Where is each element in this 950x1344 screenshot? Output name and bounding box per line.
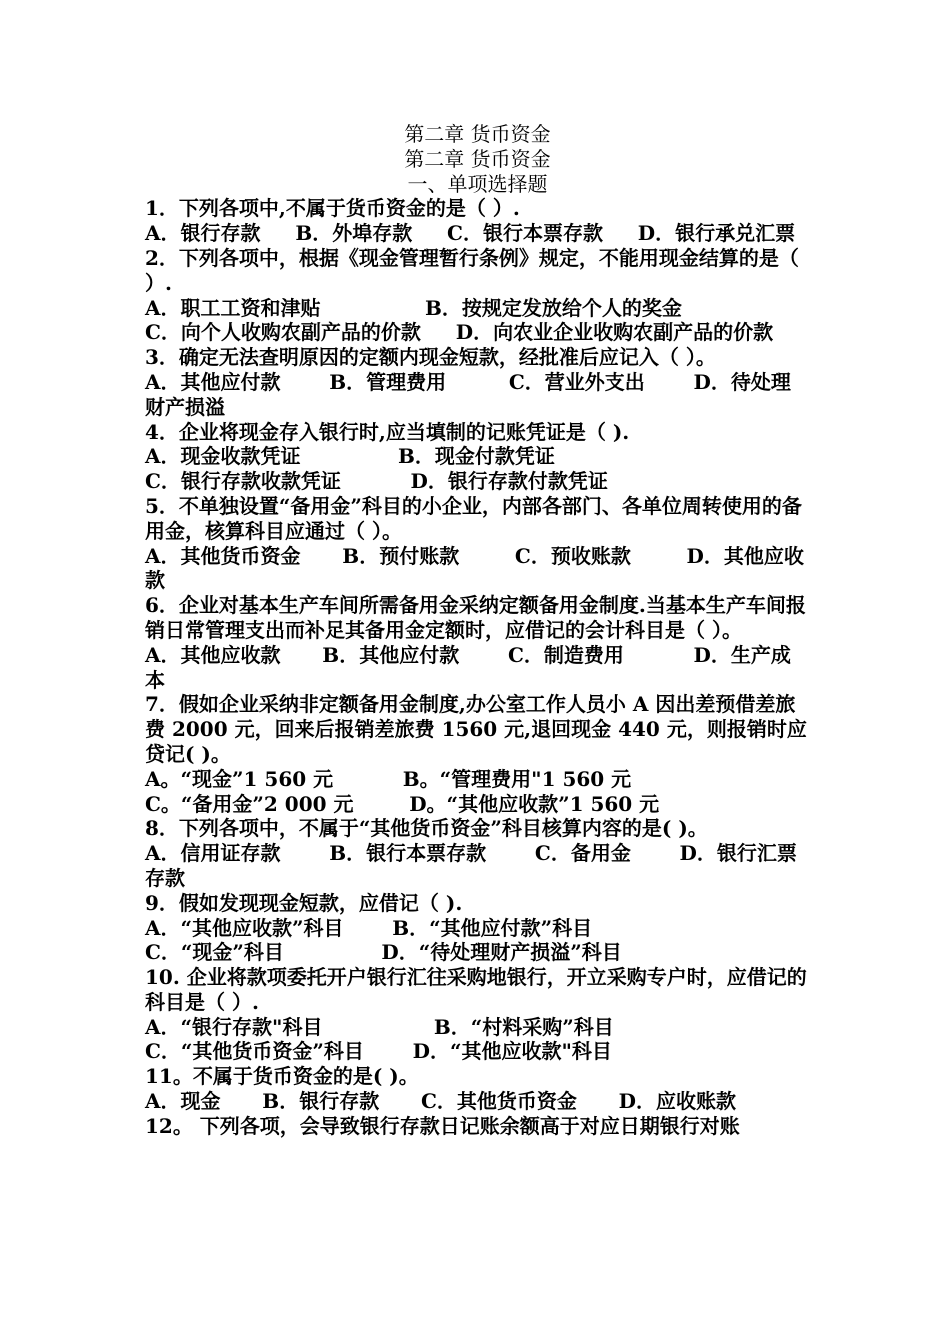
question-text: 5．不单独设置“备用金”科目的小企业，内部各部门、各单位周转使用的备用金，核算科目应通过（ ）。 <box>145 493 802 543</box>
answer-options: A．其他应付款 B．管理费用 C．营业外支出 D．待处理财产损溢 <box>145 369 791 419</box>
question-text: 2．下列各项中，根据《现金管理暂行条例》规定，不能用现金结算的是（ ）. <box>145 245 799 295</box>
chapter-subtitle: 第二章 货币资金 <box>404 146 551 171</box>
question-text: 3．确定无法查明原因的定额内现金短款，经批准后应记入（ ）。 <box>145 345 716 370</box>
question-text: 9．假如发现现金短款，应借记（ ). <box>145 890 463 915</box>
answer-options: A．信用证存款 B．银行本票存款 C．备用金 D．银行汇票存款 <box>145 841 797 890</box>
question-text: 4．企业将现金存入银行时,应当填制的记账凭证是（ ). <box>145 419 630 444</box>
chapter-title: 第二章 货币资金 <box>404 122 551 146</box>
answer-options: C．向个人收购农副产品的价款 D．向农业企业收购农副产品的价款 <box>145 320 774 345</box>
answer-options: A．现金 B．银行存款 C．其他货币资金 D．应收账款 <box>145 1089 737 1114</box>
question-text: 6．企业对基本生产车间所需备用金采纳定额备用金制度.当基本生产车间报销日常管理支出而补足其备用金定额时，应借记的会计科目是（ ）。 <box>145 593 806 642</box>
answer-options: C．“现金”科目 D．“待处理财产损溢”科目 <box>145 940 622 965</box>
answer-options: A．其他货币资金 B．预付账款 C．预收账款 D．其他应收款 <box>145 543 804 593</box>
answer-options: A．“其他应收款”科目 B．“其他应付款”科目 <box>145 915 593 940</box>
answer-options: C。“备用金”2 000 元 D。“其他应收款”1 560 元 <box>145 791 660 816</box>
section-heading: 一、单项选择题 <box>407 171 548 196</box>
answer-options: A．银行存款 B．外埠存款 C．银行本票存款 D．银行承兑汇票 <box>145 221 796 246</box>
question-text: 7．假如企业采纳非定额备用金制度,办公室工作人员小 A 因出差预借差旅费 2000 元，回来后报销差旅费 1560 元,退回现金 440 元，则报销时应贷记( )。 <box>145 692 807 766</box>
answer-options: A。“现金”1 560 元 B。“管理费用"1 560 元 <box>145 766 632 791</box>
answer-options: A．“银行存款"科目 B．“村料采购”科目 <box>145 1014 614 1039</box>
answer-options: C．“其他货币资金”科目 D．“其他应收款"科目 <box>145 1039 612 1064</box>
answer-options: A．现金收款凭证 B．现金付款凭证 <box>145 444 555 469</box>
answer-options: C．银行存款收款凭证 D．银行存款付款凭证 <box>145 469 608 494</box>
question-text: 1．下列各项中,不属于货币资金的是（ ）. <box>145 196 520 221</box>
question-text: 8．下列各项中，不属于“其他货币资金”科目核算内容的是( )。 <box>145 816 708 841</box>
answer-options: A．职工工资和津贴 B．按规定发放给个人的奖金 <box>145 295 682 320</box>
question-list <box>145 196 810 1138</box>
question-text: 11。不属于货币资金的是( )。 <box>145 1064 419 1089</box>
answer-options: A．其他应收款 B．其他应付款 C．制造费用 D．生产成本 <box>145 642 791 692</box>
question-text: 12。 下列各项，会导致银行存款日记账余额高于对应日期银行对账 <box>145 1113 740 1138</box>
document-page <box>145 122 810 1139</box>
question-text: 10. 企业将款项委托开户银行汇往采购地银行，开立采购专户时，应借记的科目是（ ）. <box>145 965 807 1014</box>
